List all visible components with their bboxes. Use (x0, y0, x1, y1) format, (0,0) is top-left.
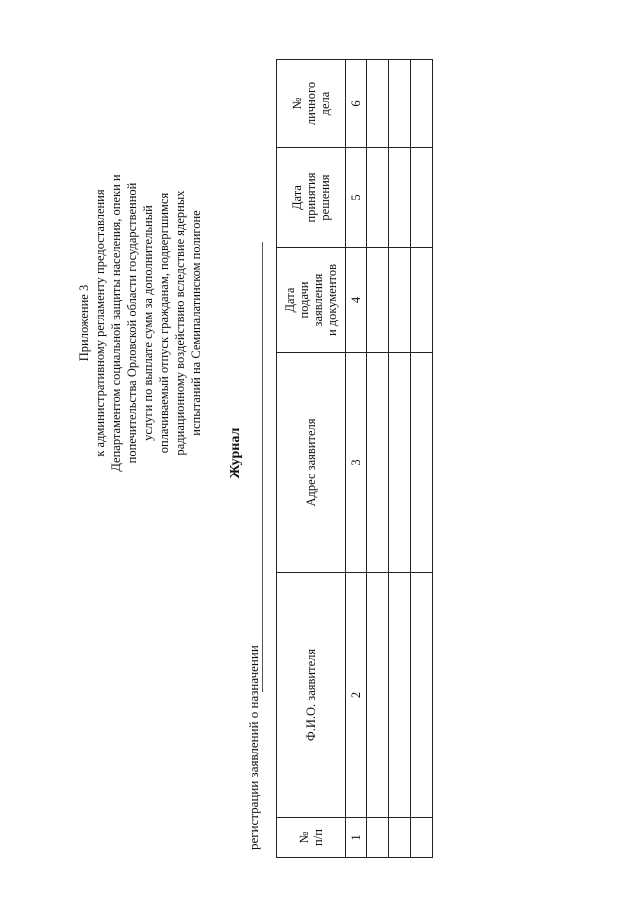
table-cell[interactable] (367, 818, 389, 858)
appendix-line: услуги по выплате сумм за дополнительный (141, 205, 155, 441)
table-cell[interactable] (389, 818, 411, 858)
appendix-line: радиационному воздействию вследствие ядерных (173, 190, 187, 456)
column-number-row (346, 60, 367, 858)
fill-in-line (262, 242, 263, 692)
appendix-line: попечительства Орловской области государственной (125, 182, 139, 464)
table-cell[interactable] (367, 60, 389, 148)
rotated-page (30, 28, 605, 878)
table-cell[interactable] (389, 60, 411, 148)
column-number: 6 (346, 60, 367, 148)
appendix-line: Приложение 3 (77, 284, 91, 362)
table-cell[interactable] (367, 573, 389, 818)
table-cell[interactable] (389, 573, 411, 818)
column-header-applicant-address: Адрес заявителя (277, 353, 346, 573)
appendix-line: к административному регламенту предоставления (93, 189, 107, 457)
appendix-line: оплачиваемый отпуск гражданам, подвергшимся (157, 192, 171, 454)
journal-subtitle: регистрации заявлений о назначении (246, 645, 261, 850)
column-header-number: № п/п (277, 818, 346, 858)
column-header-decision-date: Дата принятия решения (277, 148, 346, 248)
table-cell[interactable] (389, 148, 411, 248)
column-number: 5 (346, 148, 367, 248)
column-number: 1 (346, 818, 367, 858)
column-header-case-number: № личного дела (277, 60, 346, 148)
table-cell[interactable] (411, 248, 433, 353)
column-number: 3 (346, 353, 367, 573)
table-header-row (277, 60, 346, 858)
table-cell[interactable] (367, 248, 389, 353)
column-header-applicant-name: Ф.И.О. заявителя (277, 573, 346, 818)
table-cell[interactable] (367, 148, 389, 248)
table-cell[interactable] (411, 60, 433, 148)
table-cell[interactable] (389, 248, 411, 353)
table-row (411, 60, 433, 858)
table-cell[interactable] (411, 148, 433, 248)
journal-title: Журнал (228, 427, 243, 479)
table-cell[interactable] (411, 573, 433, 818)
column-header-submission-date: Дата подачи заявления и документов (277, 248, 346, 353)
column-number: 4 (346, 248, 367, 353)
appendix-line: Департаментом социальной защиты населения, опеки и (109, 174, 123, 472)
appendix-line: испытаний на Семипалатинском полигоне (189, 210, 203, 436)
appendix-header (76, 88, 204, 558)
table-cell[interactable] (411, 818, 433, 858)
table-cell[interactable] (367, 353, 389, 573)
column-number: 2 (346, 573, 367, 818)
table-cell[interactable] (411, 353, 433, 573)
table-row (367, 60, 389, 858)
table-cell[interactable] (389, 353, 411, 573)
table-row (389, 60, 411, 858)
registration-table (276, 59, 433, 858)
